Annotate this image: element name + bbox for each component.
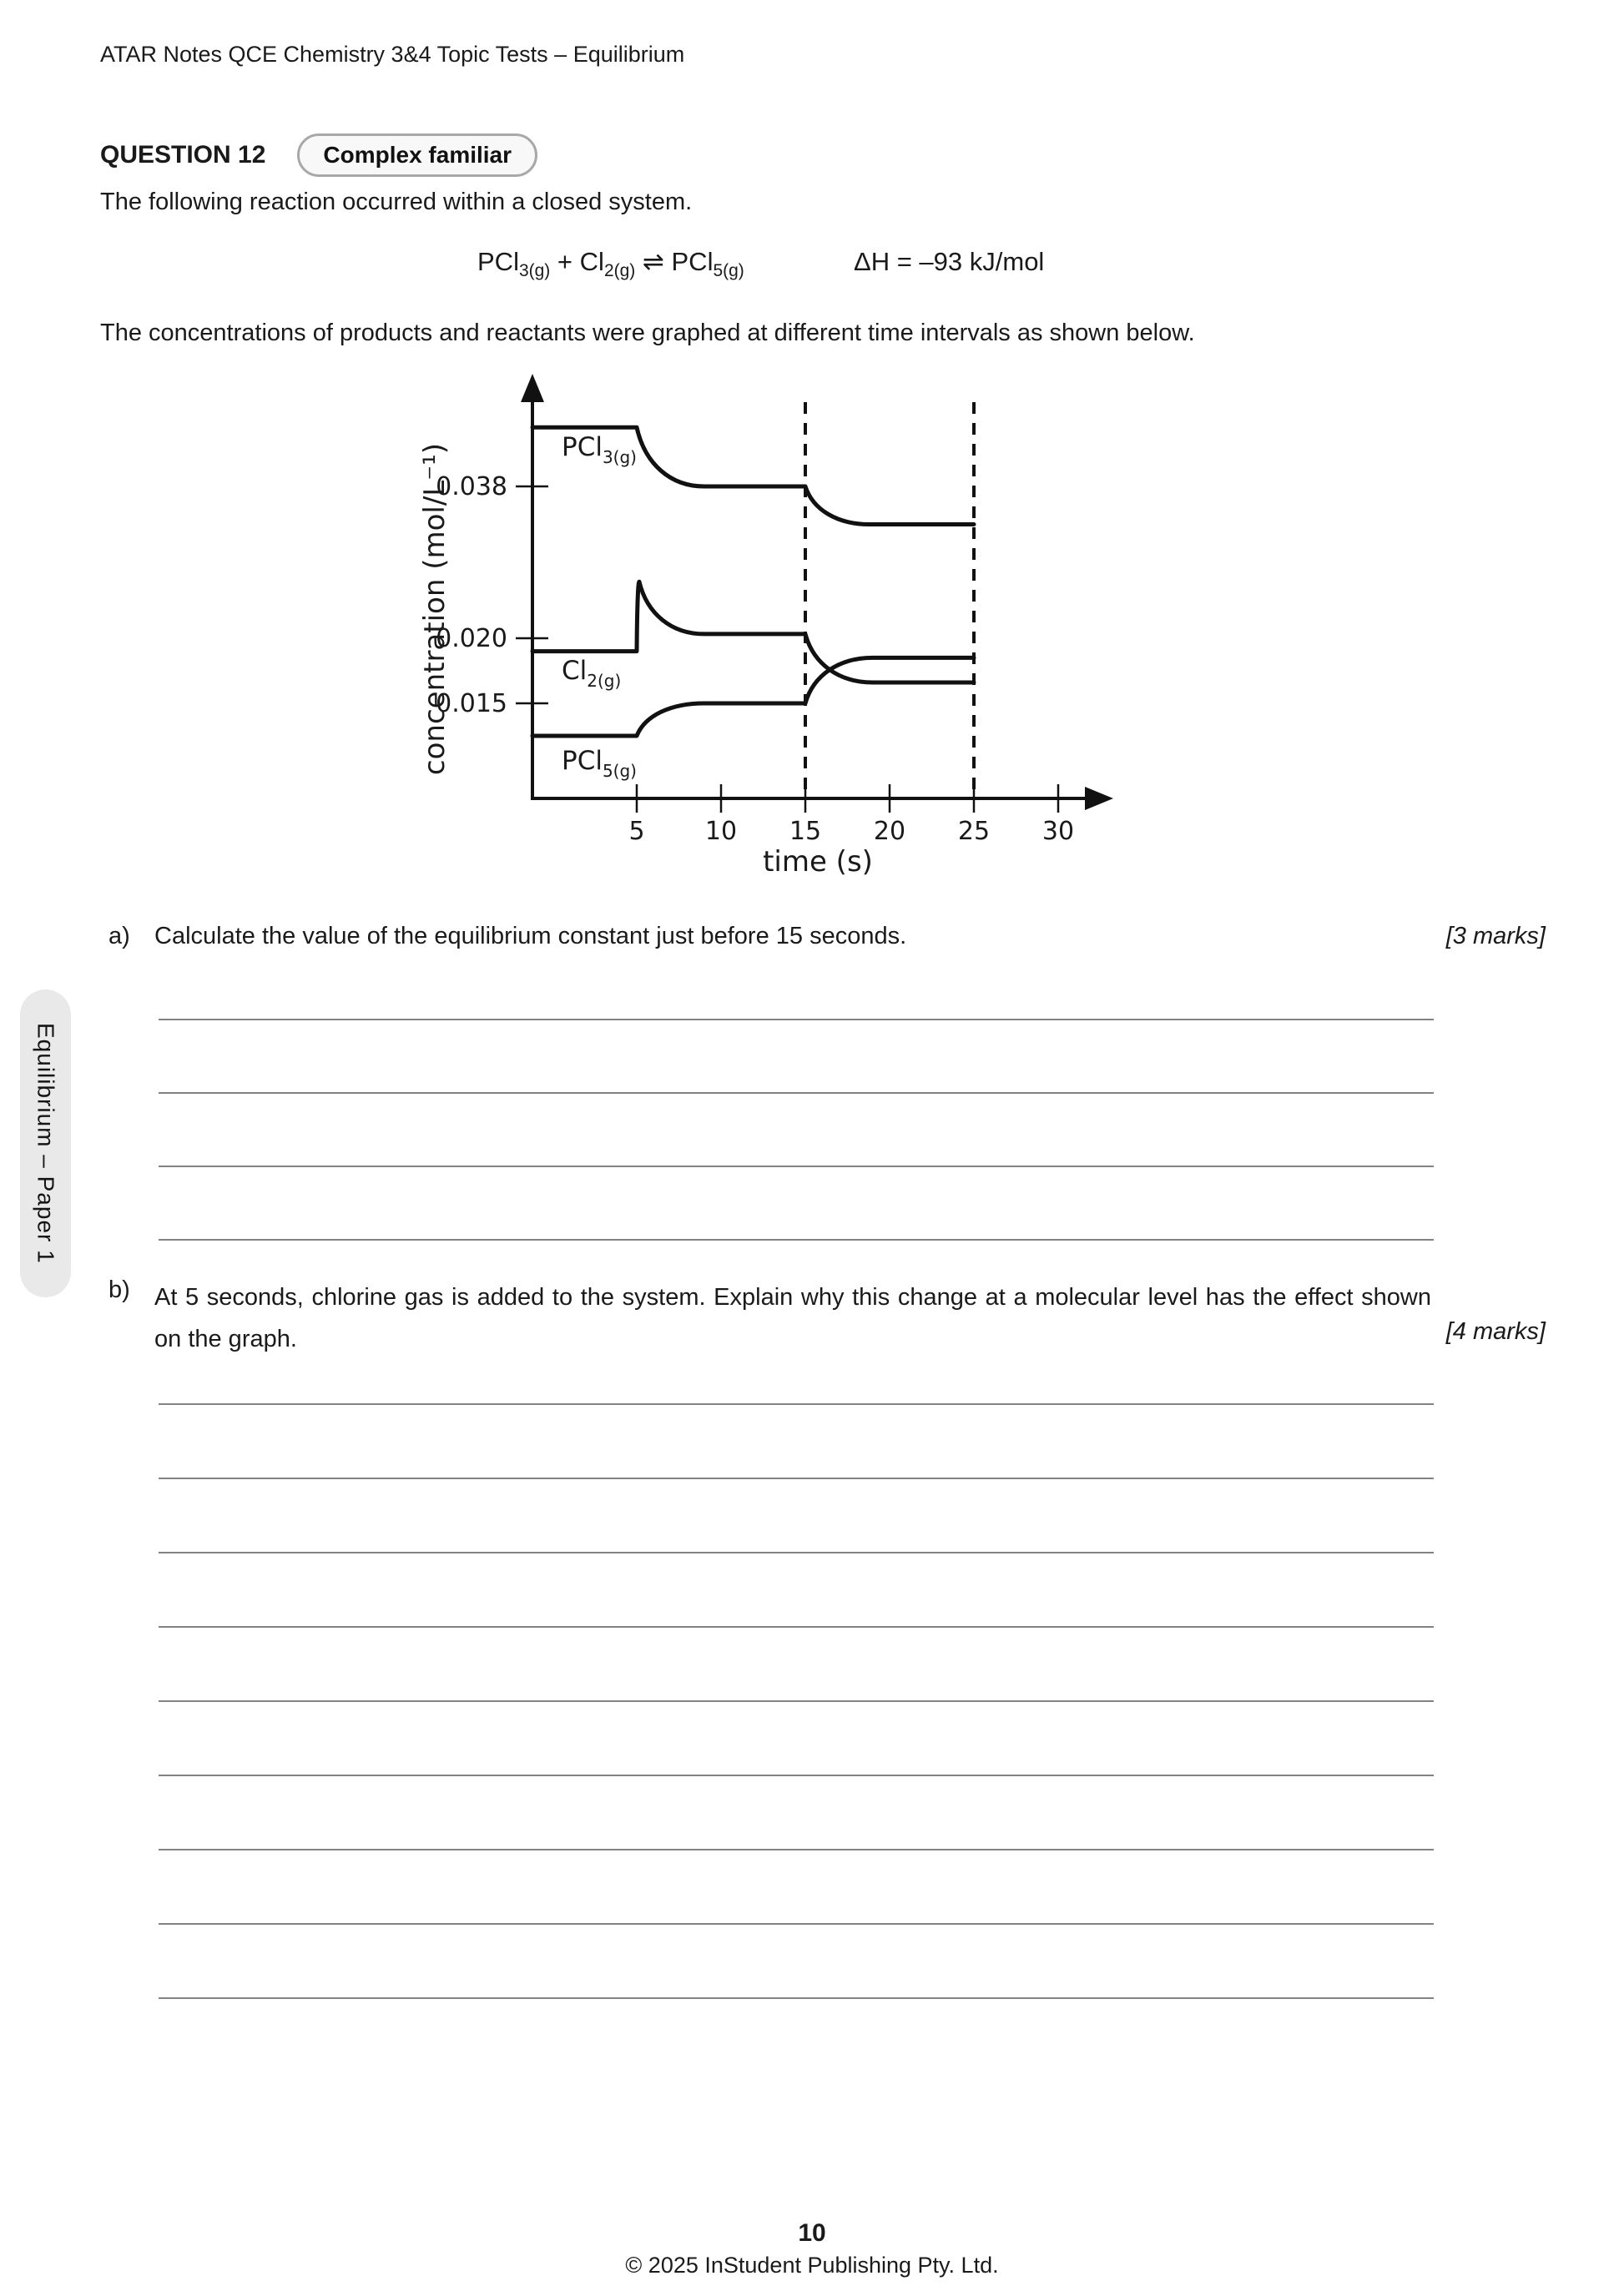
chemical-equation	[477, 247, 744, 281]
part-b-label: b)	[108, 1276, 130, 1303]
answer-line	[159, 1626, 1434, 1628]
eq-formula-1: PCl	[477, 247, 519, 276]
side-tab-label: Equilibrium – Paper 1	[33, 1023, 59, 1264]
equilibrium-arrows-icon: ⇌	[635, 247, 672, 276]
copyright-notice: © 2025 InStudent Publishing Pty. Ltd.	[625, 2253, 999, 2278]
question-heading-row	[100, 133, 537, 177]
answer-line	[159, 1923, 1434, 1925]
eq-sub-3: 5(g)	[713, 261, 744, 280]
svg-text:25: 25	[957, 817, 991, 846]
svg-text:PCl5(g): PCl$_{5(g)}$	[562, 746, 637, 781]
answer-line	[159, 1700, 1434, 1702]
question-intro: The following reaction occurred within a closed system.	[100, 189, 693, 215]
part-b-marks: [4 marks]	[1445, 1318, 1546, 1345]
part-a-label: a)	[108, 923, 130, 949]
svg-text:15: 15	[789, 817, 822, 846]
svg-text:0.038: 0.038	[436, 472, 507, 502]
reaction-equation-row	[0, 247, 1624, 289]
part-b-question: At 5 seconds, chlorine gas is added to the system. Explain why this change at a molecular level has the effect shown on the graph.	[154, 1284, 1431, 1352]
eq-formula-3: PCl	[671, 247, 714, 276]
enthalpy-value: ΔH = –93 kJ/mol	[854, 247, 1045, 276]
answer-line	[159, 1019, 1434, 1020]
answer-line	[159, 1849, 1434, 1850]
answer-line	[159, 1166, 1434, 1167]
chart-svg	[401, 367, 1168, 893]
concentration-time-graph	[401, 367, 1168, 893]
page-number: 10	[798, 2219, 826, 2247]
answer-line	[159, 1997, 1434, 1999]
answer-line	[159, 1775, 1434, 1776]
answer-line	[159, 1239, 1434, 1241]
svg-text:Cl2(g): $Cl_{2(g)}$	[562, 656, 622, 691]
eq-sub-2: 2(g)	[603, 261, 636, 280]
difficulty-badge: Complex familiar	[297, 133, 537, 177]
svg-text:time (s): time (s)	[763, 845, 873, 879]
question-number: QUESTION 12	[100, 141, 266, 169]
svg-text:0.015: 0.015	[436, 689, 507, 718]
eq-plus: +	[550, 247, 580, 276]
graph-caption: The concentrations of products and reactants were graphed at different time intervals as shown below.	[100, 320, 1195, 346]
svg-text:PCl3(g): PCl$_{3(g)}$	[562, 432, 637, 467]
part-a-question: Calculate the value of the equilibrium constant just before 15 seconds.	[154, 923, 907, 949]
svg-text:0.020: 0.020	[436, 624, 507, 653]
section-side-tab	[20, 989, 71, 1297]
eq-formula-2: Cl	[579, 247, 604, 276]
part-a-marks: [3 marks]	[1445, 923, 1546, 949]
answer-line	[159, 1092, 1434, 1094]
answer-line	[159, 1403, 1434, 1405]
answer-line	[159, 1478, 1434, 1479]
svg-text:30: 30	[1041, 817, 1075, 846]
svg-text:20: 20	[873, 817, 906, 846]
svg-text:5: 5	[628, 817, 645, 846]
answer-line	[159, 1552, 1434, 1553]
eq-sub-1: 3(g)	[518, 261, 551, 280]
page-header: ATAR Notes QCE Chemistry 3&4 Topic Tests – Equilibrium	[100, 42, 685, 67]
svg-text:10: 10	[704, 817, 738, 846]
svg-text:concentration (mol/L⁻¹): concentration (mol/L⁻¹)	[418, 442, 451, 776]
